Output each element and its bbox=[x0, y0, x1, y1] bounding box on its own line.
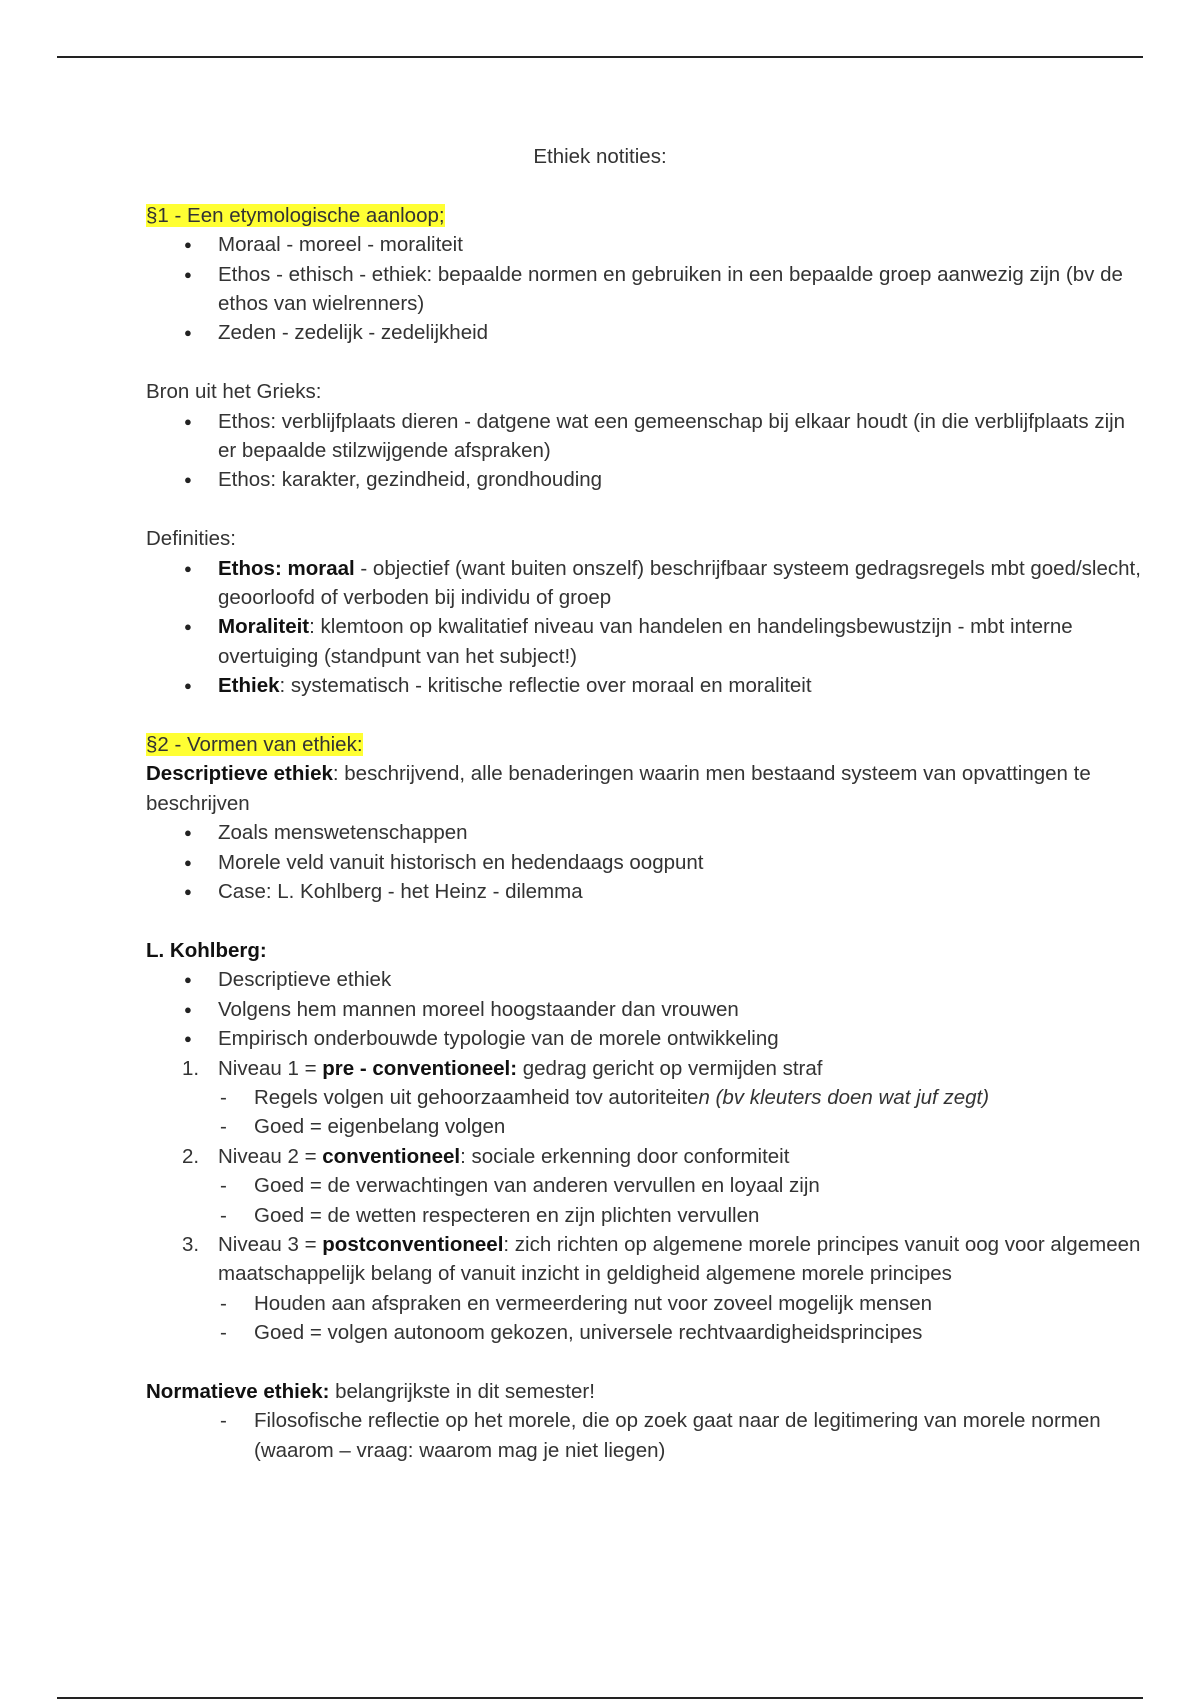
section-1-heading: §1 - Een etymologische aanloop; bbox=[146, 203, 445, 227]
list-item: ● Morele veld vanuit historisch en hedendaags oogpunt bbox=[146, 848, 1146, 877]
definition-item: ● Ethiek: systematisch - kritische reflectie over moraal en moraliteit bbox=[146, 671, 1146, 700]
definition-item: ● Moraliteit: klemtoon op kwalitatief niveau van handelen en handelingsbewustzijn - mbt interne overtuiging (standpunt van het subject!) bbox=[146, 612, 1146, 671]
normative-list bbox=[146, 1406, 1146, 1465]
definitions-label: Definities: bbox=[146, 527, 237, 551]
list-item: ● Zoals menswetenschappen bbox=[146, 818, 1146, 847]
sub-item: - Goed = de wetten respecteren en zijn plichten vervullen bbox=[146, 1201, 1146, 1230]
list-item: ● Descriptieve ethiek bbox=[146, 965, 1146, 994]
list-item: ● Zeden - zedelijk - zedelijkheid bbox=[146, 318, 1146, 347]
sub-item: - Goed = de verwachtingen van anderen vervullen en loyaal zijn bbox=[146, 1171, 1146, 1200]
level-item: 1. Niveau 1 = pre - conventioneel: gedrag gericht op vermijden straf bbox=[182, 1056, 823, 1080]
kohlberg-list bbox=[146, 965, 1146, 1053]
section-2-heading: §2 - Vormen van ethiek: bbox=[146, 733, 363, 757]
list-item: ● Ethos: verblijfplaats dieren - datgene wat een gemeenschap bij elkaar houdt (in die verblijfplaats zijn er bepaalde stilzwijgende afspraken) bbox=[146, 407, 1146, 466]
level-item: 3. Niveau 3 = postconventioneel: zich richten op algemene morele principes vanuit oog voor algemeen maatschappelijk belang of vanuit inzicht in geldigheid algemene morele principes bbox=[182, 1232, 1141, 1286]
descriptive-ethics-paragraph: Descriptieve ethiek: beschrijvend, alle benaderingen waarin men bestaand systeem van opvattingen te beschrijven bbox=[146, 762, 1091, 815]
definition-item: ● Ethos: moraal - objectief (want buiten onszelf) beschrijfbaar systeem gedragsregels mbt goed/slecht, geoorloofd of verboden bij individu of groep bbox=[146, 554, 1146, 613]
sub-item: - Houden aan afspraken en vermeerdering nut voor zoveel mogelijk mensen bbox=[146, 1289, 1146, 1318]
document-title: Ethiek notities: bbox=[533, 145, 667, 168]
definitions-list bbox=[146, 554, 1146, 701]
list-item: ● Ethos - ethisch - ethiek: bepaalde normen en gebruiken in een bepaalde groep aanwezig zijn (bv de ethos van wielrenners) bbox=[146, 260, 1146, 319]
kohlberg-label: L. Kohlberg: bbox=[146, 938, 267, 962]
sub-item: - Goed = volgen autonoom gekozen, universele rechtvaardigheidsprincipes bbox=[146, 1318, 1146, 1347]
list-item: ● Ethos: karakter, gezindheid, grondhouding bbox=[146, 465, 1146, 494]
level-item: 2. Niveau 2 = conventioneel: sociale erkenning door conformiteit bbox=[182, 1144, 790, 1168]
etymology-list bbox=[146, 230, 1146, 348]
list-item: ● Moraal - moreel - moraliteit bbox=[146, 230, 1146, 259]
greek-list bbox=[146, 407, 1146, 495]
list-item: ● Volgens hem mannen moreel hoogstaander dan vrouwen bbox=[146, 995, 1146, 1024]
greek-source-label: Bron uit het Grieks: bbox=[146, 380, 322, 404]
list-item: ● Case: L. Kohlberg - het Heinz - dilemma bbox=[146, 877, 1146, 906]
list-item: ● Empirisch onderbouwde typologie van de morele ontwikkeling bbox=[146, 1024, 1146, 1053]
sub-item: - Regels volgen uit gehoorzaamheid tov autoriteiten (bv kleuters doen wat juf zegt) bbox=[146, 1083, 1146, 1112]
bottom-rule bbox=[57, 1697, 1143, 1699]
kohlberg-levels bbox=[146, 1054, 1146, 1348]
sub-item: - Filosofische reflectie op het morele, die op zoek gaat naar de legitimering van morele normen (waarom – vraag: waarom mag je niet liegen) bbox=[146, 1406, 1146, 1465]
top-rule bbox=[57, 56, 1143, 58]
descriptive-list bbox=[146, 818, 1146, 906]
normative-ethics-paragraph: Normatieve ethiek: belangrijkste in dit semester! bbox=[146, 1379, 595, 1403]
document-body bbox=[146, 142, 1146, 1465]
sub-item: - Goed = eigenbelang volgen bbox=[146, 1112, 1146, 1141]
